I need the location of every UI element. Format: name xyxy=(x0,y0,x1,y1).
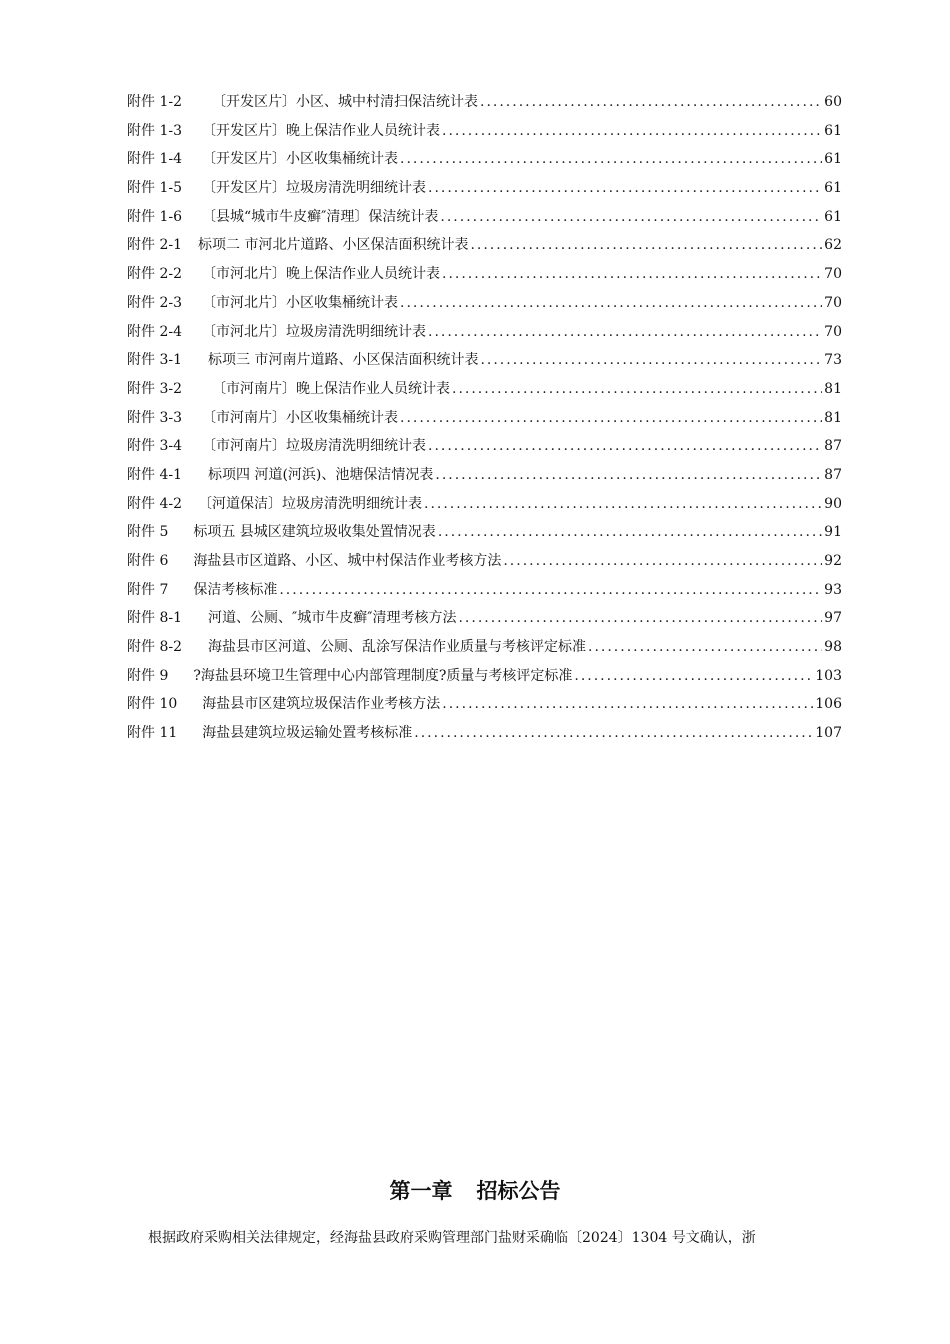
toc-entry-title: 〔河道保洁〕垃圾房清洗明细统计表 xyxy=(198,495,422,512)
toc-entry-title: 海盐县建筑垃圾运输处置考核标准 xyxy=(202,725,413,742)
toc-entry-title: 〔市河南片〕晚上保洁作业人员统计表 xyxy=(212,380,450,397)
toc-entry-title: 标项五 县城区建筑垃圾收集处置情况表 xyxy=(193,524,436,541)
toc-entry[interactable] xyxy=(127,719,842,748)
toc-page-number: 106 xyxy=(815,696,842,713)
toc-page-number: 103 xyxy=(815,667,842,684)
toc-entry[interactable] xyxy=(127,633,842,662)
toc-entry-title: 海盐县市区河道、公厕、乱涂写保洁作业质量与考核评定标准 xyxy=(208,639,586,656)
toc-dot-leader xyxy=(400,289,822,318)
toc-page-number: 92 xyxy=(824,553,842,569)
toc-page-number: 61 xyxy=(824,208,842,225)
toc-dot-leader xyxy=(400,145,822,174)
chapter-heading xyxy=(0,1175,950,1205)
toc-entry-title: 保洁考核标准 xyxy=(193,581,278,598)
toc-page-number: 81 xyxy=(824,380,842,397)
toc-entry-label: 附件 10 xyxy=(127,696,178,713)
toc-entry-title: 河道、公厕、″城市牛皮癣″清理考核方法 xyxy=(208,610,457,627)
toc-entry-label: 附件 9 xyxy=(127,667,169,684)
toc-dot-leader xyxy=(438,518,822,547)
toc-entry[interactable] xyxy=(127,174,842,203)
toc-entry[interactable] xyxy=(127,576,842,605)
toc-page-number: 61 xyxy=(824,180,842,197)
toc-entry-title: 〔开发区片〕垃圾房清洗明细统计表 xyxy=(202,180,426,197)
toc-dot-leader xyxy=(428,432,822,461)
toc-dot-leader xyxy=(414,719,813,748)
toc-entry[interactable] xyxy=(127,604,842,633)
toc-entry[interactable] xyxy=(127,88,842,117)
toc-entry-title: 标项三 市河南片道路、小区保洁面积统计表 xyxy=(208,352,479,369)
toc-dot-leader xyxy=(428,174,822,203)
toc-entry-label: 附件 8-2 xyxy=(127,639,182,656)
toc-dot-leader xyxy=(574,662,813,691)
toc-page-number: 91 xyxy=(824,524,842,541)
toc-entry[interactable] xyxy=(127,289,842,318)
toc-entry-title: 〔市河南片〕垃圾房清洗明细统计表 xyxy=(202,438,426,455)
toc-entry-label: 附件 1-5 xyxy=(127,180,182,197)
body-paragraph: 根据政府采购相关法律规定，经海盐县政府采购管理部门盐财采确临〔2024〕1304 号文确认，浙 xyxy=(148,1230,756,1246)
toc-entry-title: 〔开发区片〕晚上保洁作业人员统计表 xyxy=(202,122,440,139)
toc-entry-label: 附件 2-2 xyxy=(127,266,182,283)
toc-entry[interactable] xyxy=(127,346,842,375)
toc-page-number: 70 xyxy=(824,294,842,311)
toc-entry-title: 〔市河南片〕小区收集桶统计表 xyxy=(202,409,398,426)
toc-entry-title: 〔开发区片〕小区、城中村清扫保洁统计表 xyxy=(212,94,478,110)
toc-page-number: 87 xyxy=(824,466,842,483)
toc-page-number: 81 xyxy=(824,409,842,426)
toc-entry[interactable] xyxy=(127,117,842,146)
toc-dot-leader xyxy=(400,404,822,433)
toc-page-number: 87 xyxy=(824,438,842,455)
toc-entry-label: 附件 3-2 xyxy=(127,380,182,397)
toc-entry[interactable] xyxy=(127,490,842,519)
toc-entry-label: 附件 6 xyxy=(127,553,169,569)
toc-dot-leader xyxy=(470,231,822,260)
toc-dot-leader xyxy=(440,203,822,232)
toc-entry-label: 附件 5 xyxy=(127,524,169,541)
toc-entry-label: 附件 2-3 xyxy=(127,294,182,311)
toc-page-number: 98 xyxy=(824,639,842,656)
toc-dot-leader xyxy=(503,547,822,576)
toc-page-number: 61 xyxy=(824,122,842,139)
toc-entry-title: ?海盐县环境卫生管理中心内部管理制度?质量与考核评定标准 xyxy=(193,667,573,684)
toc-entry-title: 〔市河北片〕晚上保洁作业人员统计表 xyxy=(202,266,440,283)
toc-entry[interactable] xyxy=(127,432,842,461)
toc-dot-leader xyxy=(458,604,822,633)
toc-page-number: 107 xyxy=(815,725,842,742)
toc-page-number: 60 xyxy=(824,94,842,110)
toc-dot-leader xyxy=(442,117,822,146)
toc-entry-label: 附件 1-4 xyxy=(127,151,182,168)
toc-entry-title: 〔市河北片〕垃圾房清洗明细统计表 xyxy=(202,323,426,340)
toc-dot-leader xyxy=(279,576,822,605)
toc-entry-label: 附件 3-1 xyxy=(127,352,182,369)
toc-entry[interactable] xyxy=(127,318,842,347)
toc-dot-leader xyxy=(424,490,822,519)
chapter-title: 招标公告 xyxy=(476,1179,561,1203)
toc-entry-label: 附件 1-3 xyxy=(127,122,182,139)
toc-entry-title: 标项四 河道(河浜)、池塘保洁情况表 xyxy=(208,466,434,483)
toc-page-number: 90 xyxy=(824,495,842,512)
toc-entry[interactable] xyxy=(127,260,842,289)
toc-entry-label: 附件 2-4 xyxy=(127,323,182,340)
toc-entry-label: 附件 3-3 xyxy=(127,409,182,426)
toc-page-number: 61 xyxy=(824,151,842,168)
chapter-number: 第一章 xyxy=(389,1179,453,1203)
toc-entry-title: 〔县城“城市牛皮癣″清理〕保洁统计表 xyxy=(202,208,439,225)
toc-page-number: 70 xyxy=(824,266,842,283)
toc-entry[interactable] xyxy=(127,547,842,576)
toc-dot-leader xyxy=(442,690,813,719)
toc-page-number: 70 xyxy=(824,323,842,340)
toc-entry[interactable] xyxy=(127,404,842,433)
toc-entry[interactable] xyxy=(127,375,842,404)
toc-dot-leader xyxy=(480,88,822,117)
toc-dot-leader xyxy=(442,260,822,289)
toc-entry[interactable] xyxy=(127,203,842,232)
toc-page-number: 97 xyxy=(824,610,842,627)
toc-entry-title: 海盐县市区道路、小区、城中村保洁作业考核方法 xyxy=(193,553,502,569)
toc-entry[interactable] xyxy=(127,145,842,174)
toc-entry-label: 附件 4-2 xyxy=(127,495,182,512)
toc-entry-label: 附件 11 xyxy=(127,725,178,742)
table-of-contents xyxy=(127,88,842,748)
toc-dot-leader xyxy=(480,346,822,375)
toc-entry[interactable] xyxy=(127,690,842,719)
toc-dot-leader xyxy=(428,318,822,347)
toc-entry-label: 附件 4-1 xyxy=(127,466,182,483)
toc-entry[interactable] xyxy=(127,662,842,691)
toc-page-number: 73 xyxy=(824,352,842,369)
toc-entry[interactable] xyxy=(127,461,842,490)
toc-entry-title: 〔开发区片〕小区收集桶统计表 xyxy=(202,151,398,168)
toc-dot-leader xyxy=(588,633,822,662)
toc-entry-title: 海盐县市区建筑垃圾保洁作业考核方法 xyxy=(202,696,441,713)
toc-dot-leader xyxy=(435,461,822,490)
toc-page-number: 62 xyxy=(824,237,842,254)
toc-entry-label: 附件 7 xyxy=(127,581,169,598)
toc-entry-label: 附件 1-2 xyxy=(127,94,182,110)
toc-entry-title: 标项二 市河北片道路、小区保洁面积统计表 xyxy=(198,237,469,254)
toc-entry-label: 附件 1-6 xyxy=(127,208,182,225)
toc-page-number: 93 xyxy=(824,581,842,598)
toc-entry[interactable] xyxy=(127,518,842,547)
toc-entry[interactable] xyxy=(127,231,842,260)
toc-entry-title: 〔市河北片〕小区收集桶统计表 xyxy=(202,294,398,311)
toc-entry-label: 附件 2-1 xyxy=(127,237,182,254)
toc-dot-leader xyxy=(452,375,822,404)
toc-entry-label: 附件 3-4 xyxy=(127,438,182,455)
toc-entry-label: 附件 8-1 xyxy=(127,610,182,627)
